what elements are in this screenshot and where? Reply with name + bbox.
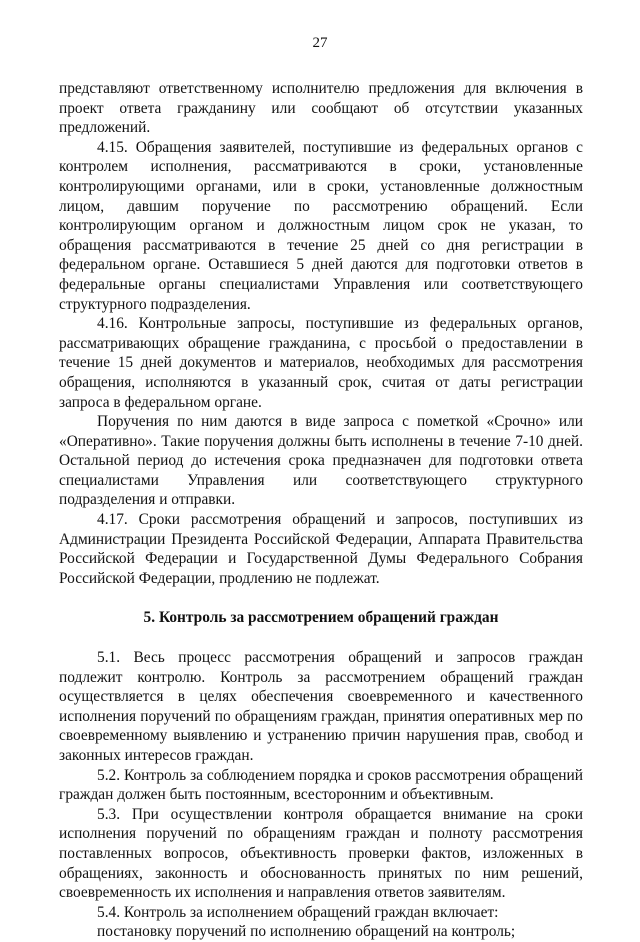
paragraph: 5.3. При осуществлении контроля обращается внимание на сроки исполнения поручений по обращениям граждан и полноту рассмотрения поставленных вопросов, объективность проверки фактов, изложенных в обращениях, законность и обоснованность принятых по ним решений, своевременность их исполнения и направления ответов заявителям. <box>59 805 583 902</box>
paragraph: 5.1. Весь процесс рассмотрения обращений и запросов граждан подлежит контролю. Контроль за рассмотрением обращений граждан осуществляется в целях обеспечения своевременного и качественного исполнения поручений по обращениям граждан, принятия оперативных мер по своевременному выявлению и устранению причин нарушения прав, свобод и законных интересов граждан. <box>59 649 583 764</box>
paragraph: 4.17. Сроки рассмотрения обращений и запросов, поступивших из Администрации Президента Российской Федерации, Аппарата Правительства Российской Федерации и Государственной Думы Федерального Собрания Российской Федерации, продлению не подлежат. <box>59 511 583 587</box>
paragraph: Поручения по ним даются в виде запроса с пометкой «Срочно» или «Оперативно». Такие поручения должны быть исполнены в течение 7-10 дней. Остальной период до истечения срока предназначен для подготовки ответа специалистами Управления или соответствующего структурного подразделения и отправки. <box>59 413 583 509</box>
document-body <box>59 79 583 942</box>
paragraph: 5.2. Контроль за соблюдением порядка и сроков рассмотрения обращений граждан должен быть постоянным, всесторонним и объективным. <box>59 766 583 804</box>
paragraph: постановку поручений по исполнению обращений на контроль; <box>97 923 516 941</box>
paragraph: 4.15. Обращения заявителей, поступившие из федеральных органов с контролем исполнения, рассматриваются в сроки, установленные контролирующими органами, или в сроки, установленные должностным лицом, давшим поручение по рассмотрению обращений. Если контролирующим органом и должностным лицом срок не указан, то обращения рассматриваются в течение 25 дней со дня регистрации в федеральном органе. Оставшиеся 5 дней даются для подготовки ответов в федеральные органы специалистами Управления или соответствующего структурного подразделения. <box>59 138 583 313</box>
paragraph: 4.16. Контрольные запросы, поступившие из федеральных органов, рассматривающих обращение гражданина, с просьбой о предоставлении в течение 15 дней документов и материалов, необходимых для рассмотрения обращения, исполняются в указанный срок, считая от даты регистрации запроса в федеральном органе. <box>59 315 583 411</box>
section-4-continuation <box>59 79 583 588</box>
paragraph: 5.4. Контроль за исполнением обращений граждан включает: <box>97 903 499 921</box>
section-5-body <box>59 648 583 942</box>
page-number: 27 <box>312 35 328 51</box>
section-heading: 5. Контроль за рассмотрением обращений граждан <box>143 609 499 627</box>
paragraph: представляют ответственному исполнителю предложения для включения в проект ответа гражданину или сообщают об отсутствии указанных предложений. <box>59 80 583 137</box>
